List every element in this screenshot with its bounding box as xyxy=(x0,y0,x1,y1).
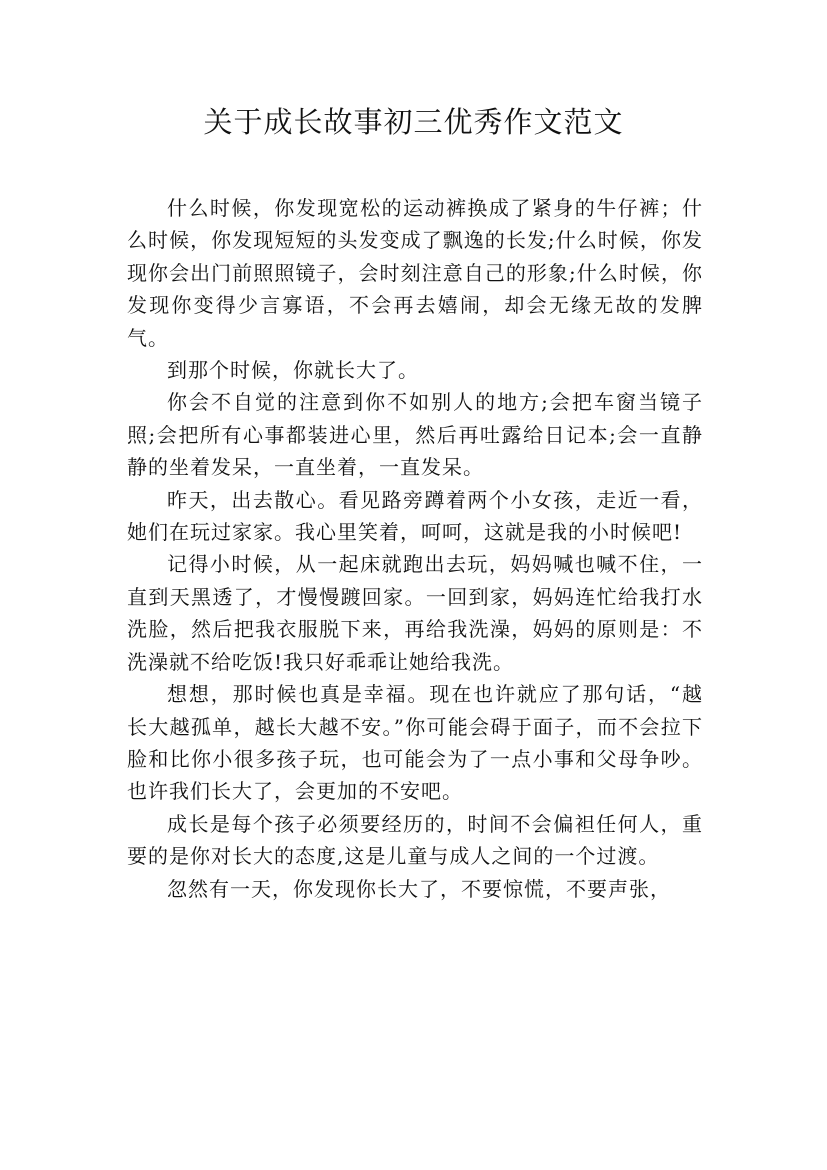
paragraph-5: 记得小时候，从一起床就跑出去玩，妈妈喊也喊不住，一直到天黑透了，才慢慢踱回家。一回到家，妈妈连忙给我打水洗脸，然后把我衣服脱下来，再给我洗澡，妈妈的原则是：不洗澡就不给吃饭!我只好乖乖让她给我洗。 xyxy=(127,552,703,674)
paragraph-8: 忽然有一天，你发现你长大了，不要惊慌，不要声张， xyxy=(167,876,671,901)
paragraph-7: 成长是每个孩子必须要经历的，时间不会偏袒任何人，重要的是你对长大的态度,这是儿童与成人之间的一个过渡。 xyxy=(127,811,703,869)
paragraph-3: 你会不自觉的注意到你不如别人的地方;会把车窗当镜子照;会把所有心事都装进心里，然后再吐露给日记本;会一直静静的坐着发呆，一直坐着，一直发呆。 xyxy=(127,390,703,480)
paragraph-6: 想想，那时候也真是幸福。现在也许就应了那句话，“越长大越孤单，越长大越不安。”你可能会碍于面子，而不会拉下脸和比你小很多孩子玩，也可能会为了一点小事和父母争吵。也许我们长大了，会更加的不安吧。 xyxy=(127,682,703,804)
paragraph-1: 什么时候，你发现宽松的运动裤换成了紧身的牛仔裤；什么时候，你发现短短的头发变成了飘逸的长发;什么时候，你发现你会出门前照照镜子，会时刻注意自己的形象;什么时候，你发现你变得少言寡语，不会再去嬉闹，却会无缘无故的发脾气。 xyxy=(127,196,703,350)
paragraph-4: 昨天，出去散心。看见路旁蹲着两个小女孩，走近一看，她们在玩过家家。我心里笑着，呵呵，这就是我的小时候吧! xyxy=(127,487,703,545)
essay-body xyxy=(127,192,703,905)
document-title: 关于成长故事初三优秀作文范文 xyxy=(203,105,624,139)
paragraph-2: 到那个时候，你就长大了。 xyxy=(167,358,419,383)
